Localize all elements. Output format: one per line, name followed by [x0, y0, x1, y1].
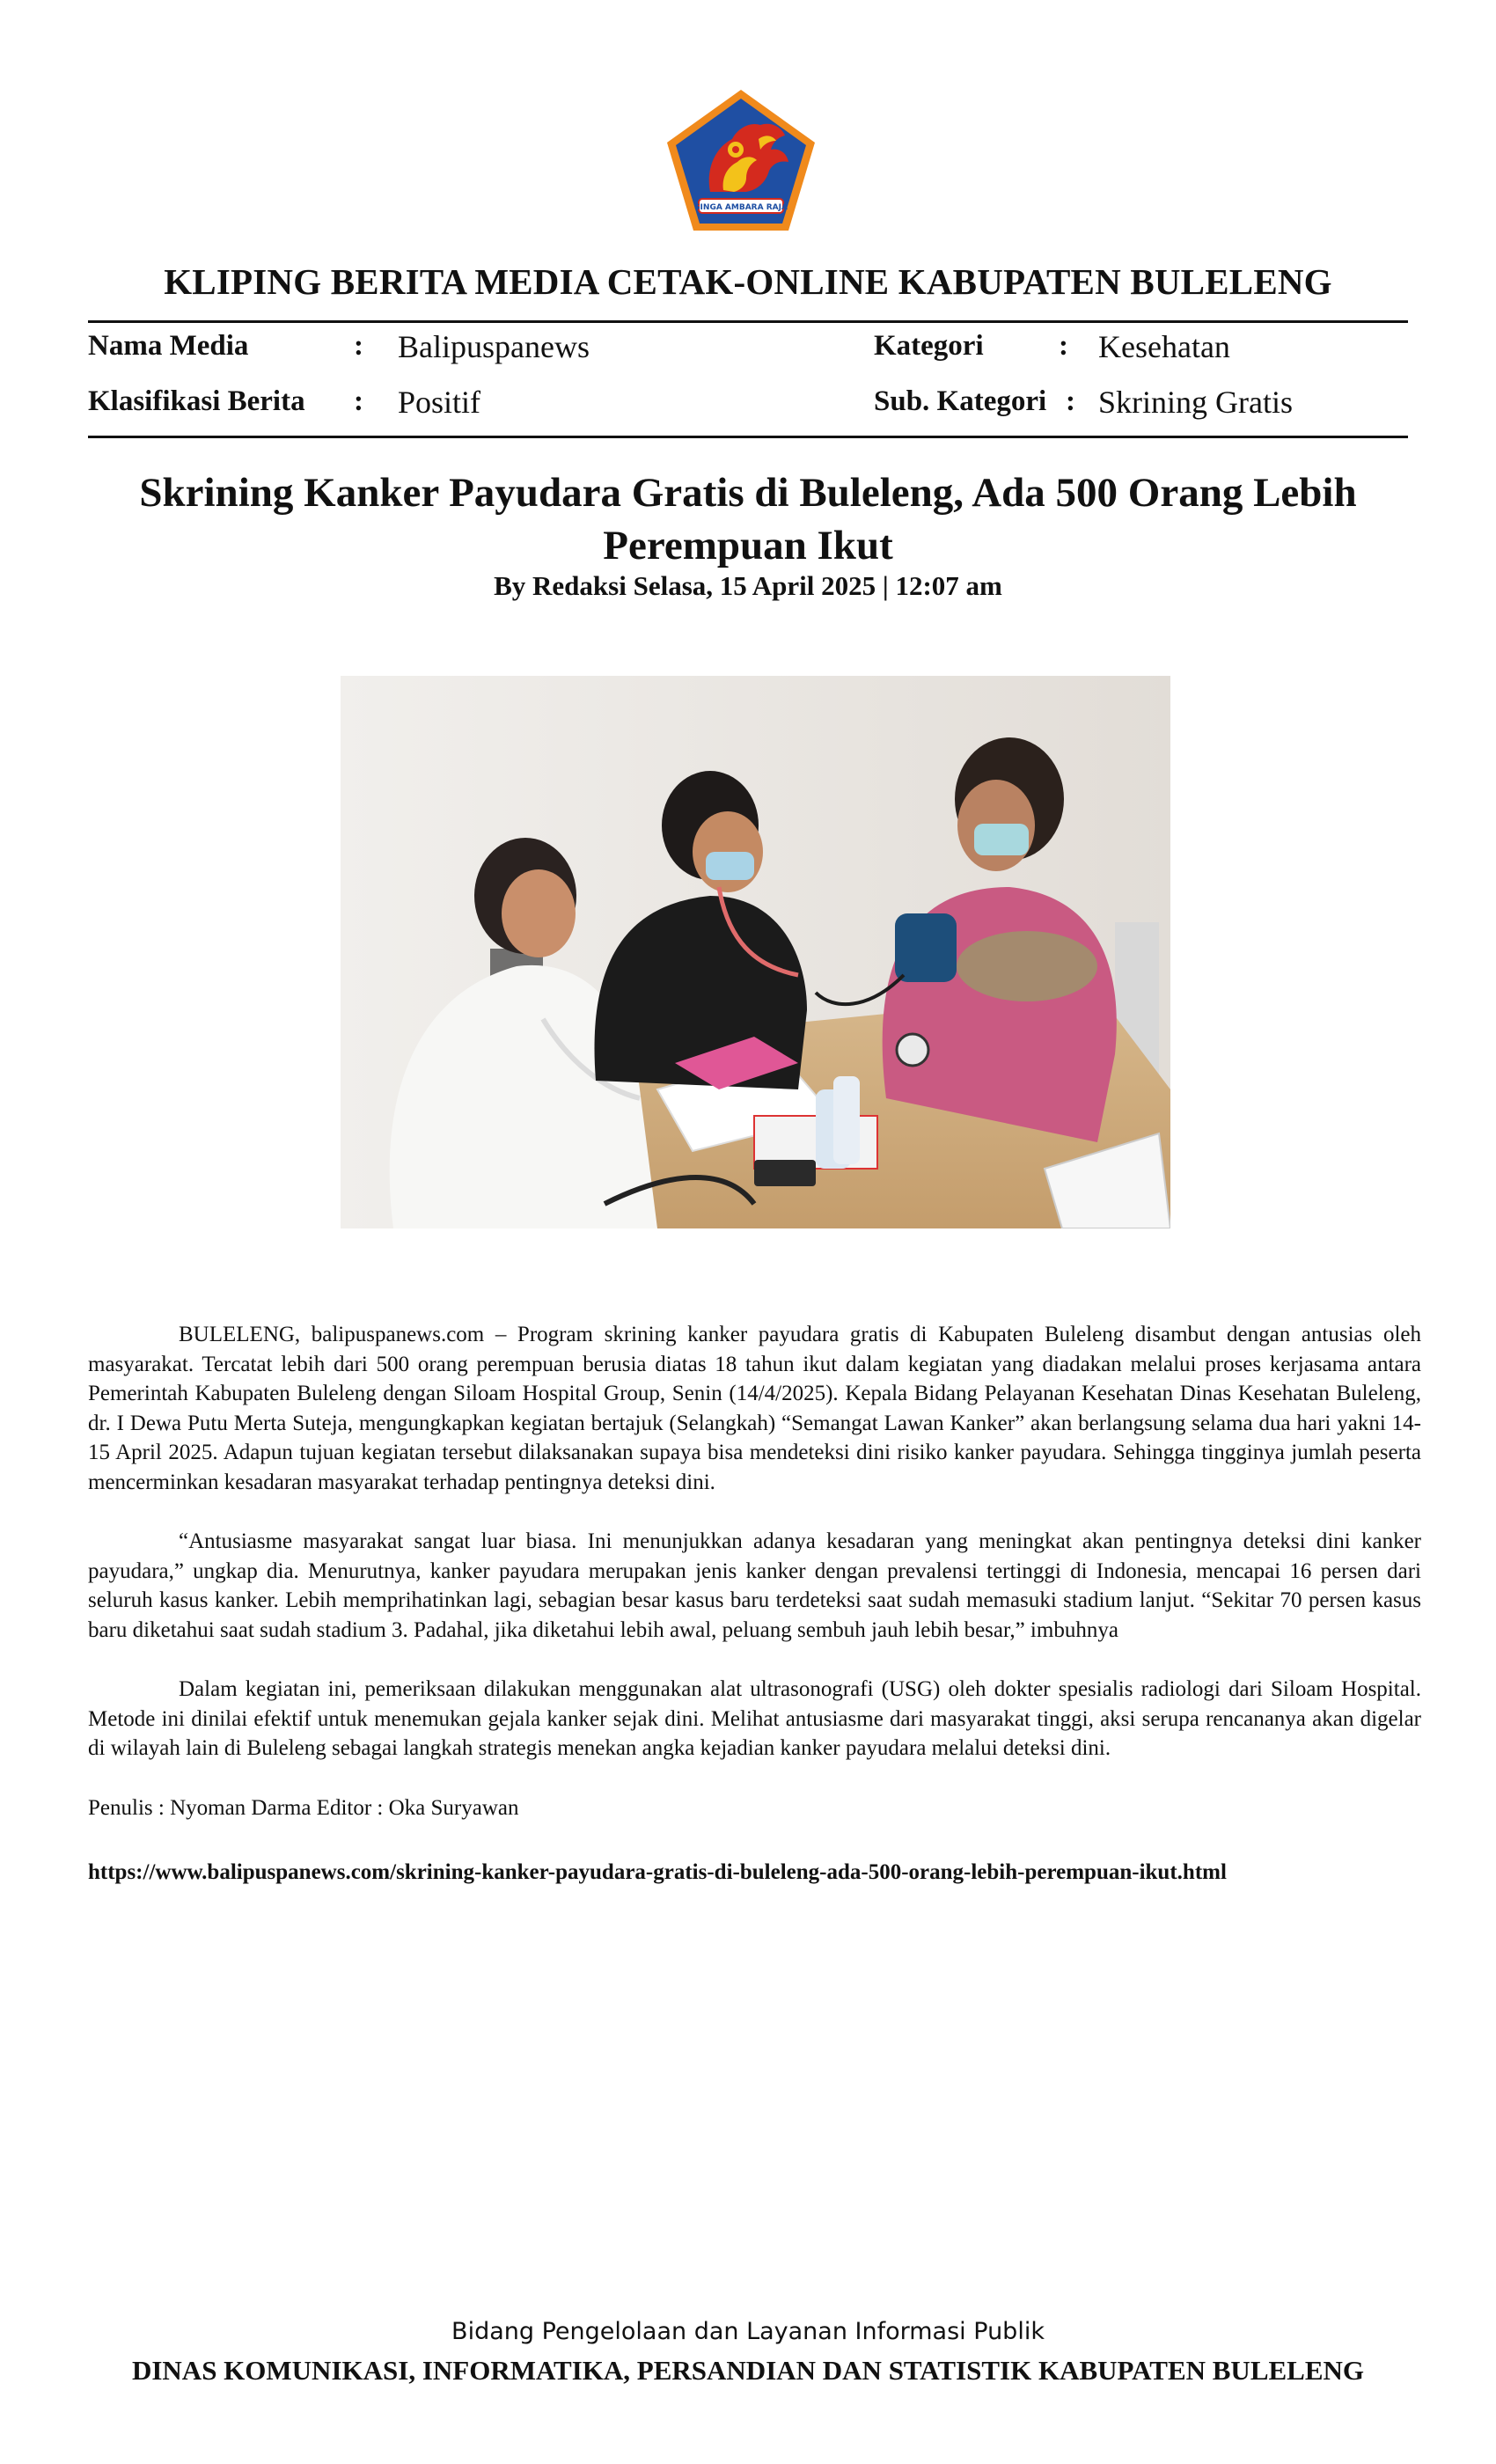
- header-divider-bottom: [88, 436, 1408, 438]
- meta-value: Positif: [398, 385, 481, 420]
- meta-label: Nama Media: [88, 330, 249, 362]
- article-photo: [341, 676, 1170, 1228]
- meta-colon: :: [1059, 330, 1068, 362]
- buleleng-logo: [662, 86, 820, 234]
- meta-colon: :: [354, 385, 363, 417]
- meta-label: Kategori: [874, 330, 984, 362]
- header-divider-top: [88, 320, 1408, 323]
- meta-value: Skrining Gratis: [1098, 385, 1293, 420]
- meta-label: Klasifikasi Berita: [88, 385, 305, 417]
- article-paragraph: “Antusiasme masyarakat sangat luar biasa. Ini menunjukkan adanya kesadaran yang meningkat akan pentingnya deteksi dini kanker payudara,” ungkap dia. Menurutnya, kanker payudara merupakan jenis kanker dengan prevalensi tertinggi di Indonesia, mencapai 16 persen dari seluruh kasus kanker. Lebih memprihatinkan lagi, sebagian besar kasus baru terdeteksi saat sudah memasuki stadium lanjut. “Sekitar 70 persen kasus baru diketahui saat sudah stadium 3. Padahal, jika diketahui lebih awal, peluang sembuh jauh lebih besar,” imbuhnya: [88, 1529, 1421, 1642]
- page-header-title: KLIPING BERITA MEDIA CETAK-ONLINE KABUPATEN BULELENG: [164, 261, 1332, 302]
- singa-ambara-raja-emblem-icon: [662, 86, 820, 234]
- meta-colon: :: [354, 330, 363, 362]
- footer-division: Bidang Pengelolaan dan Layanan Informasi Publik: [451, 2318, 1045, 2345]
- meta-colon: :: [1066, 385, 1075, 417]
- article-body: [88, 1320, 1421, 1918]
- logo-motto-text: SINGA AMBARA RAJA: [694, 203, 788, 212]
- article-paragraph: BULELENG, balipuspanews.com – Program skrining kanker payudara gratis di Kabupaten Buleleng disambut dengan antusias oleh masyarakat. Tercatat lebih dari 500 orang perempuan berusia diatas 18 tahun ikut dalam kegiatan yang diadakan melalui proses kerjasama antara Pemerintah Kabupaten Buleleng dengan Siloam Hospital Group, Senin (14/4/2025). Kepala Bidang Pelayanan Kesehatan Dinas Kesehatan Buleleng, dr. I Dewa Putu Merta Suteja, mengungkapkan kegiatan bertajuk (Selangkah) “Semangat Lawan Kanker” akan berlangsung selama dua hari yakni 14-15 April 2025. Adapun tujuan kegiatan tersebut dilaksanakan supaya bisa mendeteksi dini risiko kanker payudara. Sehingga tingginya jumlah peserta mencerminkan kesadaran masyarakat terhadap pentingnya deteksi dini.: [88, 1323, 1421, 1494]
- article-headline: Skrining Kanker Payudara Gratis di Buleleng, Ada 500 Orang Lebih Perempuan Ikut: [139, 470, 1357, 568]
- article-credits: Penulis : Nyoman Darma Editor : Oka Suryawan: [88, 1795, 519, 1820]
- meta-value: Balipuspanews: [398, 329, 590, 364]
- article-paragraph: Dalam kegiatan ini, pemeriksaan dilakukan menggunakan alat ultrasonografi (USG) oleh dokter spesialis radiologi dari Siloam Hospital. Metode ini dinilai efektif untuk menemukan gejala kanker sejak dini. Melihat antusiasme dari masyarakat tinggi, aksi serupa rencananya akan digelar di wilayah lain di Buleleng sebagai langkah strategis menekan angka kejadian kanker payudara melalui deteksi dini.: [88, 1677, 1421, 1760]
- meta-label: Sub. Kategori: [874, 385, 1047, 417]
- article-byline: By Redaksi Selasa, 15 April 2025 | 12:07 am: [494, 570, 1002, 601]
- meta-value: Kesehatan: [1098, 329, 1230, 364]
- footer-agency: DINAS KOMUNIKASI, INFORMATIKA, PERSANDIAN DAN STATISTIK KABUPATEN BULELENG: [131, 2355, 1365, 2386]
- article-source-url: https://www.balipuspanews.com/skrining-kanker-payudara-gratis-di-buleleng-ada-500-orang-lebih-perempuan-ikut.html: [88, 1860, 1227, 1884]
